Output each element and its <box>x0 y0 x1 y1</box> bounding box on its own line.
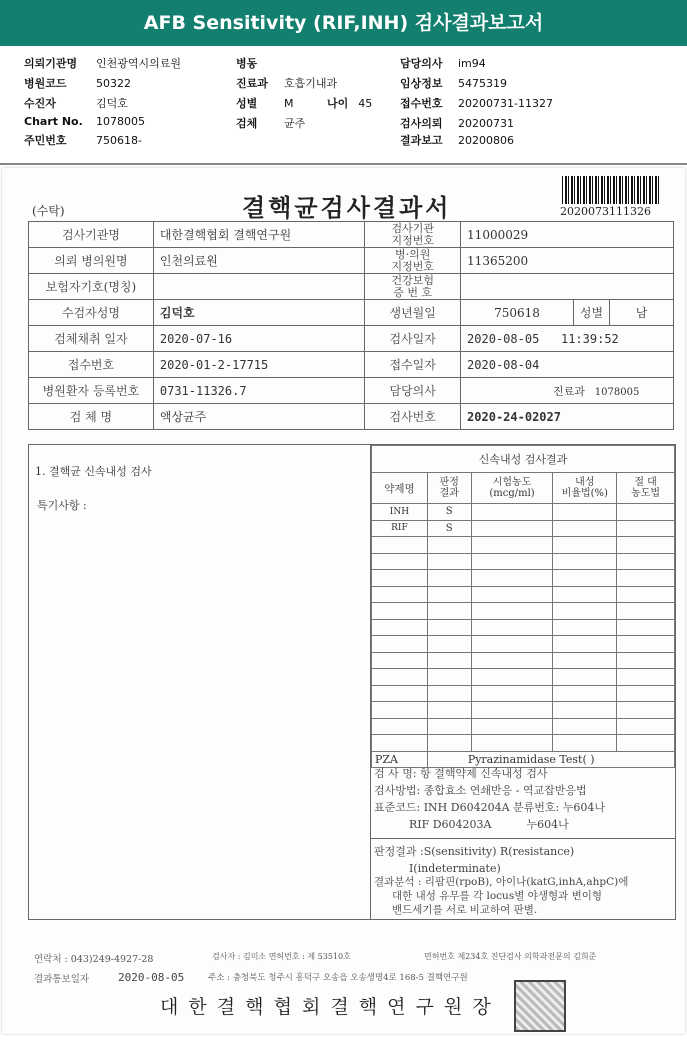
cell-label: 성별 <box>573 300 609 326</box>
tester-info: 검사자 : 김미소 면허번호 : 제 53510호 <box>212 952 351 961</box>
doc-title: 결핵균검사결과서 <box>242 193 452 222</box>
pza-row: PZA Pyrazinamidase Test( ) <box>372 751 675 768</box>
left-title: 1. 결핵균 신속내성 검사 <box>35 465 152 478</box>
info-row: 임상정보 5475319 <box>400 77 507 90</box>
judge-notes: 판정결과 :S(sensitivity) R(resistance) I(indeterminate) <box>374 845 575 875</box>
column-header: 약제명 <box>372 473 428 504</box>
cell-value <box>153 274 364 300</box>
cell-value: 인천의료원 <box>153 248 364 274</box>
official-seal-stamp <box>514 980 566 1032</box>
cell-value: 2020-01-2-17715 <box>153 352 364 378</box>
table-row: RIF S <box>372 520 675 537</box>
info-row: 검사의뢰 20200731 <box>400 117 514 130</box>
cell-value: 11000029 <box>461 222 674 248</box>
cell-label: 검체채취 일자 <box>29 326 154 352</box>
physician-info: 면허번호 제234호 진단검사 의학과전문의 김희준 <box>424 952 597 961</box>
divider <box>0 163 687 165</box>
cell-value: 2020-08-05 11:39:52 <box>461 326 674 352</box>
barcode-number: 2020073111326 <box>560 205 651 218</box>
info-row: 병원코드 50322 <box>24 77 131 90</box>
cell-value: 0731-11326.7 <box>153 378 364 404</box>
table-row <box>372 619 675 636</box>
cell-value: 2020-07-16 <box>153 326 364 352</box>
table-row <box>372 669 675 686</box>
cell-label: 의뢰 병의원명 <box>29 248 154 274</box>
info-row: 병동 <box>236 57 258 70</box>
patient-info-panel <box>0 52 687 156</box>
cell-value: 2020-24-02027 <box>461 404 674 430</box>
column-header: 판정 결과 <box>427 473 471 504</box>
info-row: 담당의사 im94 <box>400 57 486 70</box>
table-row <box>372 553 675 570</box>
table-row <box>372 537 675 554</box>
info-row: 검체 균주 <box>236 117 306 130</box>
info-row: 성별 M <box>236 97 294 110</box>
table-row: INH S <box>372 504 675 521</box>
cell-label: 보험자기호(명칭) <box>29 274 154 300</box>
cell-value <box>461 274 674 300</box>
table-row <box>372 603 675 620</box>
report-date-label: 결과통보일자 <box>34 974 90 985</box>
cell-label: 수검자성명 <box>29 300 154 326</box>
info-row: 나이 45 <box>327 97 373 110</box>
address: 주소 : 충청북도 청주시 흥덕구 오송읍 오송생명4로 168-5 결핵연구원 <box>208 973 468 983</box>
cell-value: 11365200 <box>461 248 674 274</box>
cell-label: 병·의원 지정번호 <box>365 248 461 274</box>
barcode <box>562 176 660 204</box>
cell-value: 2020-08-04 <box>461 352 674 378</box>
cell-value: 진료과 1078005 <box>461 378 674 404</box>
contact: 연락처 : 043)249-4927-28 <box>34 954 154 965</box>
type-label: (수탁) <box>32 204 65 218</box>
report-header: AFB Sensitivity (RIF,INH) 검사결과보고서 <box>0 0 687 46</box>
cell-label: 검사번호 <box>365 404 461 430</box>
cell-value: 750618 <box>461 300 574 326</box>
divider <box>371 838 675 839</box>
table-row <box>372 570 675 587</box>
table-row <box>372 636 675 653</box>
cell-label: 건강보험 증 번 호 <box>365 274 461 300</box>
cell-label: 접수일자 <box>365 352 461 378</box>
cell-label: 병원환자 등록번호 <box>29 378 154 404</box>
signature-line: 대 한 결 핵 협 회 결 핵 연 구 원 장 <box>160 996 493 1018</box>
table-row <box>372 718 675 735</box>
table-row <box>372 652 675 669</box>
cell-label: 생년월일 <box>365 300 461 326</box>
result-title: 신속내성 검사결과 <box>372 446 675 473</box>
report-date: 2020-08-05 <box>118 971 185 984</box>
cell-value: 김덕호 <box>153 300 364 326</box>
analysis-notes: 결과분석 : 리팜핀(rpoB), 아이나(katG,inhA,ahpC)에 대한 내성 유무를 각 locus별 야생형과 변이형 밴드세기를 서로 비교하여 판별. <box>374 876 629 916</box>
info-row: 주민번호 750618- <box>24 134 142 147</box>
cell-label: 담당의사 <box>365 378 461 404</box>
cell-value: 대한결핵협회 결핵연구원 <box>153 222 364 248</box>
scanned-report <box>2 168 685 1034</box>
cell-label: 접수번호 <box>29 352 154 378</box>
info-table <box>28 221 674 430</box>
column-header: 절 대 농도법 <box>617 473 675 504</box>
table-row <box>372 702 675 719</box>
table-row <box>372 586 675 603</box>
table-row <box>372 735 675 752</box>
remarks-label: 특기사항 : <box>37 499 87 512</box>
cell-label: 검 체 명 <box>29 404 154 430</box>
test-notes: 검 사 명: 항 결핵약제 신속내성 검사 검사방법: 종합효소 연쇄반응 - 역교잡반응법 표준코드: INH D604204A 분류번호: 누604나 RIF D604203A 누604나 <box>374 767 605 831</box>
table-row <box>372 685 675 702</box>
cell-label: 검사기관명 <box>29 222 154 248</box>
info-row: 수진자 김덕호 <box>24 97 128 110</box>
info-row: 결과보고 20200806 <box>400 134 514 147</box>
result-box <box>28 444 676 920</box>
result-table <box>371 445 675 768</box>
cell-value: 액상균주 <box>153 404 364 430</box>
info-row: 접수번호 20200731-11327 <box>400 97 553 110</box>
column-header: 내성 비율법(%) <box>553 473 617 504</box>
info-row: Chart No. 1078005 <box>24 115 145 128</box>
info-row: 진료과 호흡기내과 <box>236 77 338 90</box>
column-header: 시험농도 (mcg/ml) <box>471 473 553 504</box>
cell-label: 검사일자 <box>365 326 461 352</box>
result-panel <box>370 445 675 919</box>
cell-value: 남 <box>610 300 674 326</box>
info-row: 의뢰기관명 인천광역시의료원 <box>24 57 182 70</box>
cell-label: 검사기관 지정번호 <box>365 222 461 248</box>
